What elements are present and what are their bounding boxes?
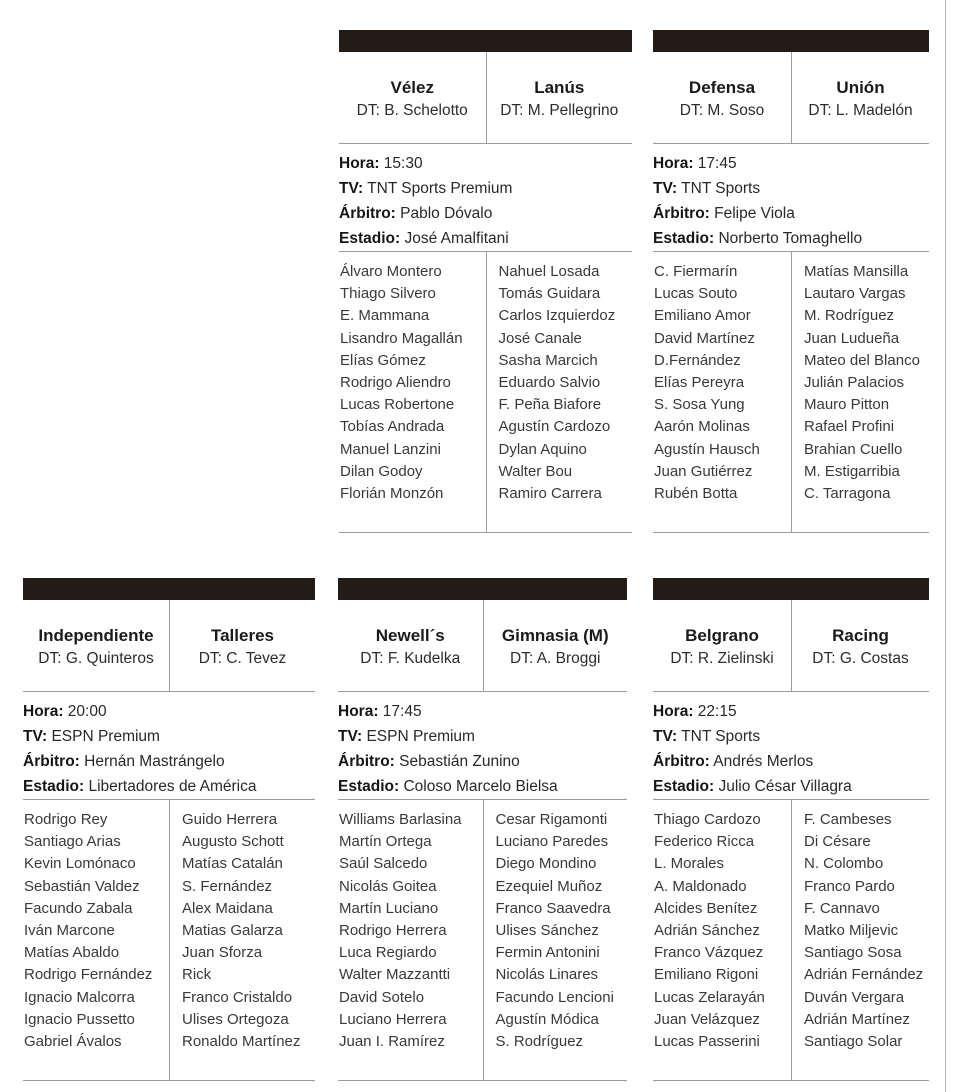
home-team-header	[338, 600, 483, 691]
match-time-row	[23, 699, 315, 724]
player-name: Sasha Marcich	[498, 351, 598, 369]
player-name: Emiliano Amor	[654, 307, 751, 325]
away-team-name: Racing	[832, 626, 889, 645]
away-team-header	[169, 600, 315, 691]
player-name: Matías Abaldo	[24, 944, 120, 962]
player-name: Gabriel Ávalos	[24, 1033, 122, 1051]
referee-label: Árbitro:	[339, 205, 396, 222]
stadium-value: Coloso Marcelo Bielsa	[403, 778, 558, 795]
player-name: Martín Ortega	[339, 833, 432, 851]
away-team-name: Gimnasia (M)	[501, 626, 609, 645]
referee-label: Árbitro:	[23, 753, 80, 770]
match-tv-row	[653, 176, 929, 201]
player-name: Nahuel Losada	[498, 263, 600, 280]
referee-label: Árbitro:	[653, 205, 710, 222]
away-team-coach: DT: A. Broggi	[510, 650, 601, 667]
home-team-coach: DT: B. Schelotto	[356, 102, 468, 119]
match-tv-row	[653, 724, 929, 749]
player-name: Rodrigo Rey	[24, 811, 108, 828]
match-time-row	[339, 151, 632, 176]
stadium-value: Norberto Tomaghello	[718, 230, 863, 247]
away-team-name: Unión	[836, 78, 885, 97]
player-name: Duván Vergara	[804, 988, 905, 1006]
match-stadium-row	[653, 226, 929, 251]
player-name: Guido Herrera	[182, 811, 278, 828]
time-value: 17:45	[697, 155, 737, 172]
home-team-header	[653, 600, 791, 691]
player-name: Martín Luciano	[339, 899, 439, 917]
tv-value: ESPN Premium	[51, 728, 160, 745]
player-name: Santiago Solar	[804, 1033, 903, 1051]
player-name: Cesar Rigamonti	[495, 811, 608, 828]
player-name: Elías Pereyra	[654, 374, 745, 392]
player-name: Ronaldo Martínez	[182, 1033, 301, 1051]
player-name: Manuel Lanzini	[340, 440, 441, 458]
home-team-header	[23, 600, 169, 691]
home-lineup	[338, 800, 483, 1080]
player-name: M. Rodríguez	[804, 307, 895, 325]
match-card	[339, 30, 632, 533]
time-label: Hora:	[653, 703, 694, 720]
player-name: Diego Mondino	[495, 855, 597, 873]
player-name: Ignacio Pussetto	[24, 1010, 135, 1028]
tv-value: ESPN Premium	[366, 728, 475, 745]
player-name: Juan I. Ramírez	[339, 1033, 445, 1051]
player-name: Tomás Guidara	[498, 285, 601, 303]
player-name: Luca Regiardo	[339, 944, 437, 962]
home-lineup	[339, 252, 486, 532]
player-name: Florián Monzón	[340, 485, 444, 503]
referee-value: Pablo Dóvalo	[400, 205, 493, 222]
referee-value: Sebastián Zunino	[399, 753, 520, 770]
player-name: Rick	[182, 966, 212, 984]
player-name: C. Tarragona	[804, 485, 891, 503]
player-name: Juan Ludueña	[804, 329, 900, 347]
player-name: Mateo del Blanco	[804, 351, 920, 369]
player-name: Rodrigo Aliendro	[340, 374, 451, 392]
match-card	[338, 578, 627, 1081]
player-name: Emiliano Rigoni	[654, 966, 759, 984]
time-label: Hora:	[338, 703, 379, 720]
player-name: Walter Bou	[498, 462, 573, 480]
player-name: Matko Miljevic	[804, 922, 899, 940]
player-name: Juan Gutiérrez	[654, 462, 753, 480]
time-value: 20:00	[67, 703, 107, 720]
player-name: Walter Mazzantti	[339, 966, 451, 984]
player-name: Federico Ricca	[654, 833, 755, 851]
player-name: Ignacio Malcorra	[24, 988, 135, 1006]
home-team-name: Newell´s	[375, 626, 445, 645]
away-team-coach: DT: C. Tevez	[198, 650, 287, 667]
player-name: S. Fernández	[182, 877, 273, 895]
teams-header	[653, 600, 929, 692]
match-stadium-row	[653, 774, 929, 799]
player-name: Santiago Arias	[24, 833, 121, 851]
referee-value: Felipe Viola	[714, 205, 795, 222]
player-name: S. Sosa Yung	[654, 396, 745, 414]
match-tv-row	[338, 724, 627, 749]
match-info	[338, 692, 627, 800]
referee-value: Andrés Merlos	[713, 753, 814, 770]
home-lineup	[23, 800, 169, 1080]
player-name: Franco Vázquez	[654, 944, 764, 962]
player-name: Alex Maidana	[182, 899, 273, 917]
player-name: Rodrigo Fernández	[24, 966, 153, 984]
player-name: Franco Pardo	[804, 877, 895, 895]
player-name: Lucas Passerini	[654, 1033, 760, 1051]
teams-header	[339, 52, 632, 144]
player-name: Nicolás Linares	[495, 966, 599, 984]
stadium-label: Estadio:	[23, 778, 85, 795]
tv-label: TV:	[653, 180, 678, 197]
referee-value: Hernán Mastrángelo	[84, 753, 225, 770]
home-team-coach: DT: G. Quinteros	[38, 650, 154, 667]
home-team-header	[653, 52, 791, 143]
match-card	[653, 578, 929, 1081]
tv-value: TNT Sports	[681, 180, 761, 197]
player-name: Rafael Profini	[804, 418, 895, 436]
tv-value: TNT Sports Premium	[367, 180, 513, 197]
player-name: Facundo Lencioni	[495, 988, 614, 1006]
tv-label: TV:	[23, 728, 48, 745]
home-team-name: Vélez	[390, 78, 434, 97]
player-name: L. Morales	[654, 855, 725, 873]
player-name: Carlos Izquierdoz	[498, 307, 616, 325]
player-name: F. Cannavo	[804, 899, 880, 917]
player-name: David Sotelo	[339, 988, 425, 1006]
lineups	[653, 252, 929, 533]
time-label: Hora:	[653, 155, 694, 172]
away-lineup	[483, 800, 628, 1080]
player-name: N. Colombo	[804, 855, 884, 873]
home-team-name: Defensa	[688, 78, 756, 97]
player-name: Ulises Sánchez	[495, 922, 599, 940]
stadium-value: José Amalfitani	[404, 230, 509, 247]
away-lineup	[791, 800, 929, 1080]
player-name: Dilan Godoy	[340, 462, 423, 480]
match-info	[23, 692, 315, 800]
match-info	[653, 144, 929, 252]
player-name: Rodrigo Herrera	[339, 922, 447, 940]
match-referee-row	[339, 201, 632, 226]
match-header-bar	[23, 578, 315, 600]
player-name: Thiago Silvero	[340, 285, 436, 303]
time-value: 22:15	[697, 703, 737, 720]
stadium-label: Estadio:	[653, 778, 715, 795]
player-name: Franco Saavedra	[495, 899, 611, 917]
player-name: Facundo Zabala	[24, 899, 133, 917]
player-name: Fermin Antonini	[495, 944, 600, 962]
home-team-header	[339, 52, 486, 143]
player-name: Agustín Módica	[495, 1010, 599, 1028]
tv-label: TV:	[339, 180, 364, 197]
player-name: José Canale	[498, 329, 582, 347]
match-header-bar	[339, 30, 632, 52]
away-lineup	[791, 252, 929, 532]
away-team-coach: DT: L. Madelón	[808, 102, 913, 119]
lineups	[338, 800, 627, 1081]
home-team-coach: DT: M. Soso	[679, 102, 765, 119]
player-name: Rubén Botta	[654, 485, 738, 503]
match-card	[653, 30, 929, 533]
player-name: Lucas Robertone	[340, 396, 455, 414]
match-referee-row	[338, 749, 627, 774]
match-referee-row	[653, 749, 929, 774]
home-team-name: Belgrano	[685, 626, 759, 645]
match-info	[653, 692, 929, 800]
player-name: C. Fiermarín	[654, 263, 738, 280]
match-stadium-row	[338, 774, 627, 799]
match-referee-row	[653, 201, 929, 226]
stadium-value: Julio César Villagra	[718, 778, 852, 795]
match-stadium-row	[23, 774, 315, 799]
time-value: 17:45	[382, 703, 422, 720]
home-team-name: Independiente	[38, 626, 154, 645]
player-name: Santiago Sosa	[804, 944, 902, 962]
player-name: Augusto Schott	[182, 833, 284, 851]
player-name: Juan Velázquez	[654, 1010, 760, 1028]
match-header-bar	[653, 578, 929, 600]
home-lineup	[653, 252, 791, 532]
player-name: Alcides Benítez	[654, 899, 758, 917]
player-name: M. Estigarribia	[804, 462, 900, 480]
away-team-coach: DT: M. Pellegrino	[500, 102, 619, 119]
lineups	[653, 800, 929, 1081]
stadium-label: Estadio:	[339, 230, 401, 247]
away-lineup	[169, 800, 315, 1080]
away-team-name: Lanús	[534, 78, 585, 97]
match-card	[23, 578, 315, 1081]
player-name: Franco Cristaldo	[182, 988, 293, 1006]
away-team-header	[791, 600, 929, 691]
stadium-value: Libertadores de América	[88, 778, 257, 795]
player-name: Agustín Cardozo	[498, 418, 611, 436]
player-name: Di Césare	[804, 833, 871, 851]
player-name: Lucas Zelarayán	[654, 988, 765, 1006]
lineups	[339, 252, 632, 533]
player-name: D.Fernández	[654, 351, 741, 369]
time-label: Hora:	[23, 703, 64, 720]
player-name: Sebastián Valdez	[24, 877, 140, 895]
match-info	[339, 144, 632, 252]
player-name: Saúl Salcedo	[339, 855, 428, 873]
match-stadium-row	[339, 226, 632, 251]
away-team-coach: DT: G. Costas	[812, 650, 909, 667]
player-name: Julián Palacios	[804, 374, 905, 392]
match-tv-row	[339, 176, 632, 201]
player-name: Brahian Cuello	[804, 440, 903, 458]
player-name: Kevin Lomónaco	[24, 855, 136, 873]
player-name: Aarón Molinas	[654, 418, 750, 436]
player-name: Adrián Fernández	[804, 966, 924, 984]
match-referee-row	[23, 749, 315, 774]
player-name: Tobías Andrada	[340, 418, 445, 436]
match-time-row	[338, 699, 627, 724]
player-name: Matias Galarza	[182, 922, 283, 940]
player-name: Nicolás Goitea	[339, 877, 437, 895]
away-team-header	[483, 600, 628, 691]
player-name: Luciano Paredes	[495, 833, 609, 851]
match-time-row	[653, 699, 929, 724]
away-lineup	[486, 252, 633, 532]
match-header-bar	[653, 30, 929, 52]
teams-header	[23, 600, 315, 692]
player-name: Matías Mansilla	[804, 263, 909, 280]
player-name: F. Cambeses	[804, 811, 892, 828]
player-name: Lautaro Vargas	[804, 285, 906, 303]
player-name: Lisandro Magallán	[340, 329, 463, 347]
player-name: Álvaro Montero	[340, 263, 442, 280]
player-name: Juan Sforza	[182, 944, 263, 962]
away-team-header	[486, 52, 633, 143]
player-name: A. Maldonado	[654, 877, 747, 895]
player-name: Lucas Souto	[654, 285, 738, 303]
away-team-name: Talleres	[210, 626, 274, 645]
home-lineup	[653, 800, 791, 1080]
player-name: E. Mammana	[340, 307, 430, 325]
player-name: Ulises Ortegoza	[182, 1010, 289, 1028]
match-time-row	[653, 151, 929, 176]
teams-header	[338, 600, 627, 692]
player-name: Agustín Hausch	[654, 440, 760, 458]
player-name: Dylan Aquino	[498, 440, 587, 458]
player-name: Mauro Pitton	[804, 396, 890, 414]
player-name: Adrián Sánchez	[654, 922, 760, 940]
away-team-header	[791, 52, 929, 143]
player-name: Iván Marcone	[24, 922, 115, 940]
referee-label: Árbitro:	[338, 753, 395, 770]
player-name: Matías Catalán	[182, 855, 283, 873]
time-label: Hora:	[339, 155, 380, 172]
player-name: Williams Barlasina	[339, 811, 462, 828]
player-name: Thiago Cardozo	[654, 811, 761, 828]
player-name: S. Rodríguez	[495, 1033, 584, 1051]
tv-value: TNT Sports	[681, 728, 761, 745]
page-column-rule	[945, 0, 946, 1092]
lineups	[23, 800, 315, 1081]
tv-label: TV:	[338, 728, 363, 745]
teams-header	[653, 52, 929, 144]
stadium-label: Estadio:	[338, 778, 400, 795]
referee-label: Árbitro:	[653, 753, 710, 770]
player-name: Adrián Martínez	[804, 1010, 910, 1028]
match-tv-row	[23, 724, 315, 749]
stadium-label: Estadio:	[653, 230, 715, 247]
player-name: Ezequiel Muñoz	[495, 877, 603, 895]
home-team-coach: DT: R. Zielinski	[670, 650, 774, 667]
tv-label: TV:	[653, 728, 678, 745]
home-team-coach: DT: F. Kudelka	[360, 650, 461, 667]
player-name: Eduardo Salvio	[498, 374, 601, 392]
player-name: Elías Gómez	[340, 351, 426, 369]
player-name: Ramiro Carrera	[498, 485, 602, 503]
player-name: David Martínez	[654, 329, 755, 347]
player-name: F. Peña Biafore	[498, 396, 602, 414]
match-header-bar	[338, 578, 627, 600]
time-value: 15:30	[383, 155, 423, 172]
player-name: Luciano Herrera	[339, 1010, 447, 1028]
